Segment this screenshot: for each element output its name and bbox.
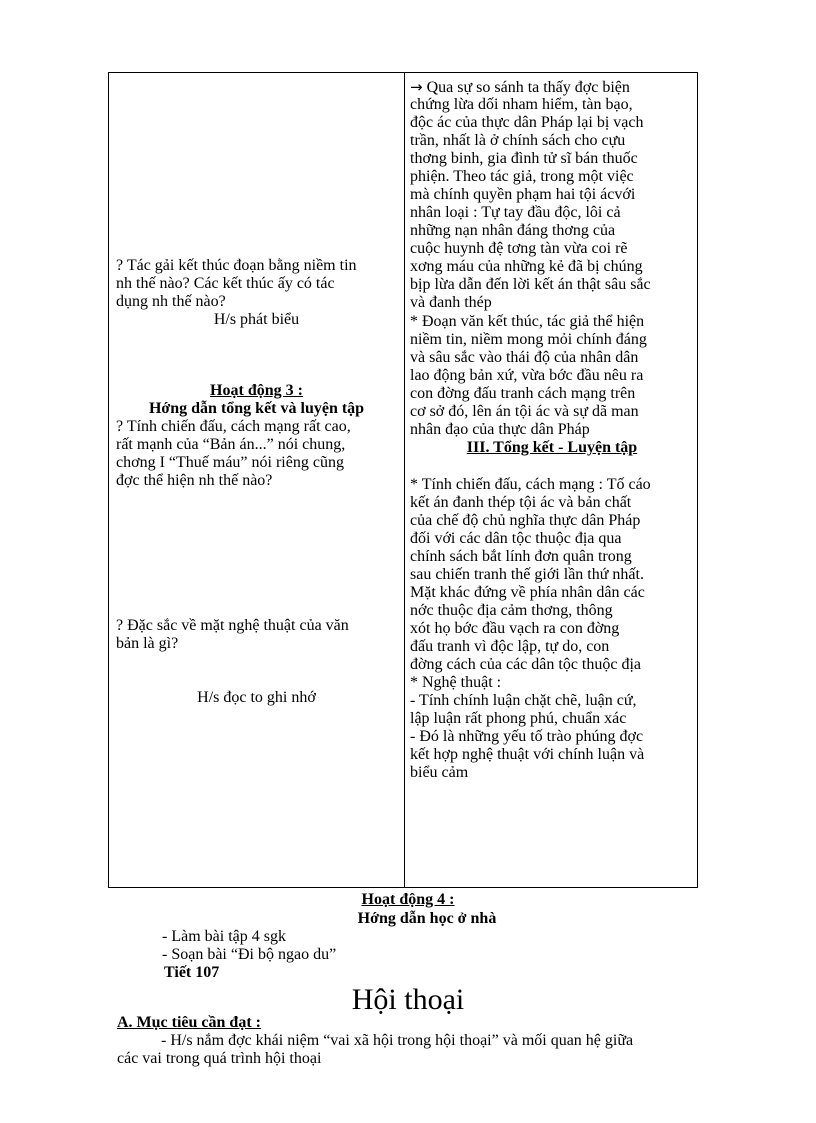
student-read-note: H/s đọc to ghi nhớ bbox=[197, 689, 316, 706]
comparison-line: trần, nhất là ở chính sách cho cựu bbox=[410, 132, 626, 149]
comparison-line: → Qua sự so sánh ta thấy đợc biện bbox=[410, 78, 630, 96]
comparison-line: độc ác của thực dân Pháp lại bị vạch bbox=[410, 114, 644, 131]
spirit-line: * Tính chiến đấu, cách mạng : Tố cáo bbox=[410, 476, 651, 493]
ending-line: và sâu sắc vào thái độ của nhân dân bbox=[410, 349, 639, 366]
question-art-line: ? Đặc sắc về mặt nghệ thuật của văn bbox=[116, 617, 349, 634]
ending-line: con đờng đấu tranh cách mạng trên bbox=[410, 385, 636, 402]
lesson-table bbox=[108, 72, 698, 888]
comparison-line: mà chính quyền phạm hai tội ácvới bbox=[410, 186, 636, 203]
art-line: lập luận rất phong phú, chuẩn xác bbox=[410, 710, 627, 727]
ending-line: nhân đạo của thực dân Pháp bbox=[410, 421, 590, 438]
activity3-title: Hoạt động 3 : bbox=[210, 382, 303, 399]
art-line: kết hợp nghệ thuật với chính luận và bbox=[410, 746, 645, 763]
comparison-line: thơng binh, gia đình tử sĩ bán thuốc bbox=[410, 150, 638, 167]
art-line: - Tính chính luận chặt chẽ, luận cứ, bbox=[410, 692, 637, 709]
ending-line: * Đoạn văn kết thúc, tác giả thể hiện bbox=[410, 313, 645, 330]
activity4-subtitle: Hớng dẫn học ở nhà bbox=[357, 910, 497, 927]
spirit-line: Mặt khác đứng về phía nhân dân các bbox=[410, 584, 645, 601]
comparison-line: những nạn nhân đáng thơng của bbox=[410, 222, 616, 239]
spirit-line: sau chiến tranh thế giới lần thứ nhất. bbox=[410, 566, 644, 583]
comparison-line: và đanh thép bbox=[410, 294, 492, 311]
lesson-title: Hội thoại bbox=[351, 983, 465, 1016]
question-spirit-line: đợc thể hiện nh thế nào? bbox=[116, 472, 273, 489]
summary-title: III. Tổng kết - Luyện tập bbox=[466, 439, 638, 456]
spirit-line: đờng cách của các dân tộc thuộc địa bbox=[410, 656, 642, 673]
spirit-line: đối với các dân tộc thuộc địa qua bbox=[410, 530, 622, 547]
spirit-line: xót họ bớc đầu vạch ra con đờng bbox=[410, 620, 620, 637]
art-line: * Nghệ thuật : bbox=[410, 674, 502, 691]
activity4-title: Hoạt động 4 : bbox=[361, 891, 455, 908]
comparison-line: chứng lừa dối nham hiểm, tàn bạo, bbox=[410, 96, 633, 113]
question-spirit-line: ? Tính chiến đấu, cách mạng rất cao, bbox=[116, 418, 351, 435]
spirit-line: chính sách bắt lính đơn quân trong bbox=[410, 548, 632, 565]
objective-line: - H/s nắm đợc khái niệm “vai xã hội trong hội thoại” và mối quan hệ giữa bbox=[161, 1032, 634, 1049]
section-a-heading: A. Mục tiêu cần đạt : bbox=[117, 1014, 261, 1031]
homework-task: - Làm bài tập 4 sgk bbox=[162, 928, 286, 945]
question-ending-line: dụng nh thế nào? bbox=[116, 293, 226, 310]
spirit-line: đấu tranh vì độc lập, tự do, con bbox=[410, 638, 610, 655]
art-line: biểu cảm bbox=[410, 764, 469, 781]
question-art-line: bản là gì? bbox=[116, 635, 179, 652]
activity3-subtitle: Hớng dẫn tổng kết và luyện tập bbox=[148, 400, 365, 417]
art-line: - Đó là những yếu tố trào phúng đợc bbox=[410, 728, 644, 745]
question-spirit-line: chơng I “Thuế máu” nói riêng cũng bbox=[116, 454, 344, 471]
arrow-right-icon: → bbox=[410, 78, 423, 96]
comparison-line: nhân loại : Tự tay đầu độc, lôi cả bbox=[410, 204, 621, 221]
comparison-line: cuộc huynh đệ tơng tàn vừa coi rẽ bbox=[410, 240, 628, 257]
question-ending-line: nh thế nào? Các kết thúc ấy có tác bbox=[116, 275, 335, 292]
spirit-line: nớc thuộc địa cảm thơng, thông bbox=[410, 602, 613, 619]
question-spirit-line: rất mạnh của “Bản án...” nói chung, bbox=[116, 436, 346, 453]
comparison-line: bịp lừa dẫn đến lời kết án thật sâu sắc bbox=[410, 276, 651, 293]
homework-task: - Soạn bài “Đi bộ ngao du” bbox=[162, 946, 337, 963]
lesson-number: Tiết 107 bbox=[164, 964, 220, 981]
comparison-line: xơng máu của những kẻ đã bị chúng bbox=[410, 258, 643, 275]
spirit-line: kết án đanh thép tội ác và bản chất bbox=[410, 494, 632, 511]
student-speak-note: H/s phát biểu bbox=[213, 311, 300, 328]
question-ending-line: ? Tác gải kết thúc đoạn bằng niềm tin bbox=[116, 257, 357, 274]
ending-line: cơ sở đó, lên án tội ác và sự dã man bbox=[410, 403, 639, 420]
ending-line: lao động bản xứ, vừa bớc đầu nêu ra bbox=[410, 367, 644, 384]
ending-line: niềm tin, niềm mong mỏi chính đáng bbox=[410, 331, 647, 348]
column-divider bbox=[404, 73, 405, 887]
comparison-line: phiện. Theo tác giả, trong một việc bbox=[410, 168, 634, 185]
spirit-line: của chế độ chủ nghĩa thực dân Pháp bbox=[410, 512, 641, 529]
objective-line: các vai trong quá trình hội thoại bbox=[117, 1050, 322, 1067]
